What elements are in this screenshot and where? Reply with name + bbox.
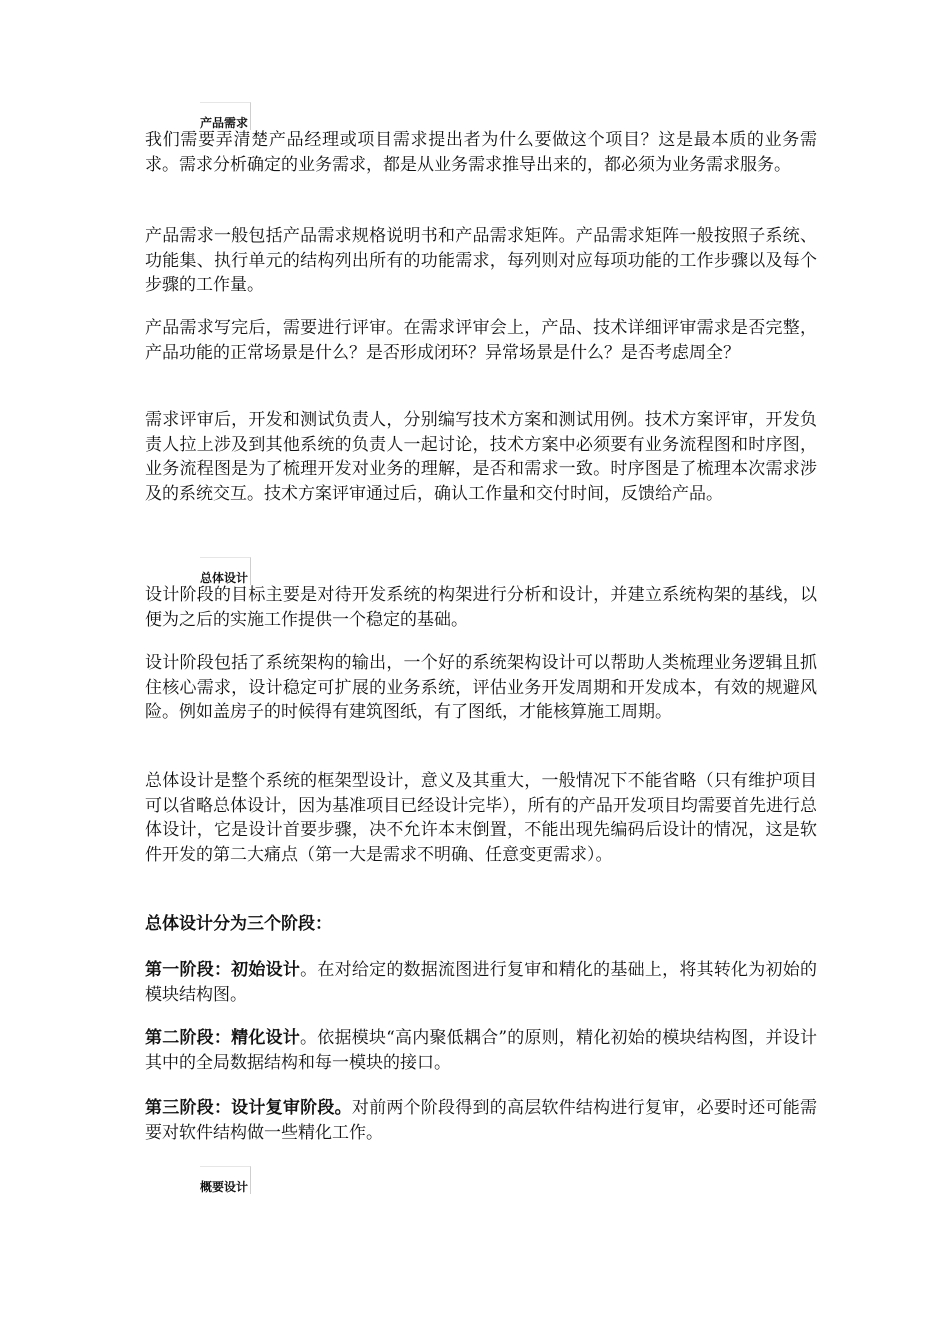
phase-item bbox=[145, 1026, 817, 1075]
section-heading-product-requirements: 产品需求 bbox=[200, 102, 251, 130]
phase-text: 。依据模块“高内聚低耦合”的原则，精化初始的模块结构图，并设计其中的全局数据结构和每一模块的接口。 bbox=[145, 1028, 818, 1073]
paragraph: 设计阶段包括了系统架构的输出，一个好的系统架构设计可以帮助人类梳理业务逻辑且抓住核心需求，设计稳定可扩展的业务系统，评估业务开发周期和开发成本，有效的规避风险。例如盖房子的时候得有建筑图纸，有了图纸，才能核算施工周期。 bbox=[145, 653, 817, 722]
paragraph: 产品需求写完后，需要进行评审。在需求评审会上，产品、技术详细评审需求是否完整，产品功能的正常场景是什么？是否形成闭环？异常场景是什么？是否考虑周全？ bbox=[145, 318, 817, 363]
paragraph: 设计阶段的目标主要是对待开发系统的构架进行分析和设计，并建立系统构架的基线，以便为之后的实施工作提供一个稳定的基础。 bbox=[145, 585, 817, 630]
phase-text: 对前两个阶段得到的高层软件结构进行复审，必要时还可能需要对软件结构做一些精化工作。 bbox=[145, 1098, 818, 1143]
section-heading-overall-design: 总体设计 bbox=[200, 557, 251, 585]
phase-label: 第二阶段：精化设计 bbox=[145, 1028, 300, 1048]
section-heading-outline-design: 概要设计 bbox=[200, 1166, 251, 1194]
phase-text: 。在对给定的数据流图进行复审和精化的基础上，将其转化为初始的模块结构图。 bbox=[145, 960, 818, 1005]
phase-label: 第一阶段：初始设计 bbox=[145, 960, 301, 980]
paragraph: 需求评审后，开发和测试负责人，分别编写技术方案和测试用例。技术方案评审，开发负责人拉上涉及到其他系统的负责人一起讨论，技术方案中必须要有业务流程图和时序图，业务流程图是为了梳理开发对业务的理解，是否和需求一致。时序图是了梳理本次需求涉及的系统交互。技术方案评审通过后，确认工作量和交付时间，反馈给产品。 bbox=[145, 410, 817, 504]
paragraph: 产品需求一般包括产品需求规格说明书和产品需求矩阵。产品需求矩阵一般按照子系统、功能集、执行单元的结构列出所有的功能需求，每列则对应每项功能的工作步骤以及每个步骤的工作量。 bbox=[145, 226, 817, 295]
phases-title: 总体设计分为三个阶段： bbox=[145, 914, 332, 934]
phase-label: 第三阶段：设计复审阶段。 bbox=[145, 1098, 352, 1118]
phase-item bbox=[145, 958, 817, 1007]
phase-item bbox=[145, 1096, 817, 1145]
paragraph: 总体设计是整个系统的框架型设计，意义及其重大，一般情况下不能省略（只有维护项目可以省略总体设计，因为基准项目已经设计完毕），所有的产品开发项目均需要首先进行总体设计，它是设计首要步骤，决不允许本末倒置，不能出现先编码后设计的情况，这是软件开发的第二大痛点（第一大是需求不明确、任意变更需求）。 bbox=[145, 771, 817, 865]
paragraph: 我们需要弄清楚产品经理或项目需求提出者为什么要做这个项目？这是最本质的业务需求。需求分析确定的业务需求，都是从业务需求推导出来的，都必须为业务需求服务。 bbox=[145, 130, 817, 175]
